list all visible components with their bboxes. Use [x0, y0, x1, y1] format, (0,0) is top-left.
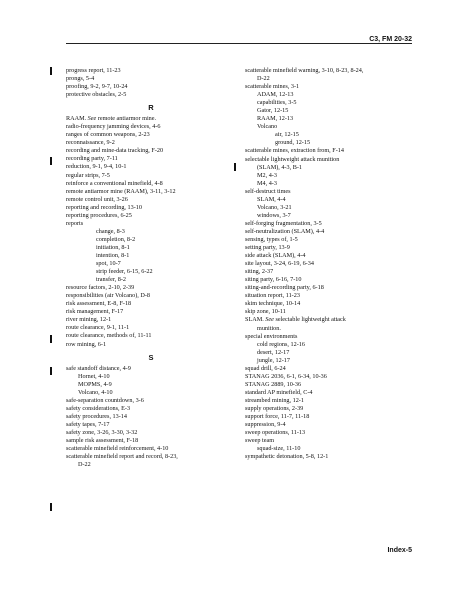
- index-entry: sweep operations, 11-13: [245, 429, 306, 437]
- index-entry: reconnaissance, 9-2: [66, 139, 115, 147]
- index-entry: safety considerations, E-3: [66, 404, 131, 412]
- index-entry: prongs, 5-4: [66, 75, 95, 83]
- change-bar: [234, 163, 236, 171]
- index-entry: change, 8-3: [96, 227, 125, 235]
- index-entry: radio-frequency jamming devices, 4-6: [66, 123, 161, 131]
- index-entry: remote control unit, 3-26: [66, 195, 128, 203]
- index-entry: supply operations, 2-39: [245, 404, 304, 412]
- index-entry: regular strips, 7-5: [66, 171, 110, 179]
- index-entry: jungle, 12-17: [257, 356, 290, 364]
- index-entry: skip zone, 10-11: [245, 308, 286, 316]
- index-entry: initiation, 8-1: [96, 243, 130, 251]
- index-entry: completion, 8-2: [96, 235, 136, 243]
- index-entry: row mining, 6-1: [66, 340, 107, 348]
- index-entry: STANAG 2036, 6-1, 6-34, 10-36: [245, 372, 327, 380]
- index-entry: sensing, types of, 1-5: [245, 235, 298, 243]
- index-entry: standard AP minefield, C-4: [245, 388, 313, 396]
- index-entry: D-22: [78, 461, 91, 469]
- index-entry: selectable lightweight attack munition: [245, 155, 340, 163]
- index-entry: STANAG 2889, 10-36: [245, 380, 302, 388]
- index-entry: responsibilities (air Volcano), D-8: [66, 292, 150, 300]
- index-entry: scatterable minefield reinforcement, 4-10: [66, 445, 169, 453]
- index-entry: siting, 2-37: [245, 268, 274, 276]
- index-entry: Gator, 12-15: [257, 107, 289, 115]
- index-entry: scatterable mines, 3-1: [245, 83, 300, 91]
- index-entry: recording party, 7-11: [66, 155, 118, 163]
- index-entry: safe standoff distance, 4-9: [66, 364, 131, 372]
- index-entry: sympathetic detonation, 5-8, 12-1: [245, 453, 329, 461]
- index-entry: risk assessment, E-8, F-18: [66, 300, 132, 308]
- index-entry: scatterable minefield warning, 3-10, 8-23, 8-24,: [245, 67, 364, 74]
- index-entry: self-forging fragmentation, 3-5: [245, 219, 322, 227]
- see-reference: See: [265, 316, 274, 324]
- index-entry: Volcano, 4-10: [78, 388, 113, 396]
- section-letter: R: [148, 103, 154, 113]
- index-entry: suppression, 9-4: [245, 421, 286, 429]
- index-entry: windows, 3-7: [257, 211, 291, 219]
- index-entry: RAAM, 12-13: [257, 115, 294, 123]
- index-entry: Volcano, 3-21: [257, 203, 292, 211]
- page-header: C3, FM 20-32: [369, 36, 412, 43]
- index-entry: resource factors, 2-10, 2-39: [66, 284, 135, 292]
- index-entry: siting party, 6-16, 7-10: [245, 276, 302, 284]
- index-entry: reports: [66, 219, 84, 227]
- index-entry: reinforce a conventional minefield, 4-8: [66, 179, 163, 187]
- section-letter: S: [148, 352, 154, 362]
- index-entry: situation report, 11-23: [245, 292, 300, 300]
- index-entry: squad-size, 11-10: [257, 445, 301, 453]
- change-bar: [50, 503, 52, 511]
- index-entry: ADAM, 12-13: [257, 91, 294, 99]
- index-entry: sample risk assessment, F-18: [66, 436, 139, 444]
- index-entry: D-22: [257, 75, 270, 83]
- index-entry: safety procedures, 13-14: [66, 412, 127, 420]
- index-entry: river mining, 12-1: [66, 316, 112, 324]
- index-entry: setting party, 13-9: [245, 244, 290, 252]
- index-entry: route clearance, 9-1, 11-1: [66, 324, 130, 332]
- index-entry: ground, 12-15: [275, 139, 311, 147]
- index-column-left: [66, 67, 236, 469]
- index-entry: Hornet, 4-10: [78, 372, 110, 380]
- index-entry: safety zone, 3-26, 3-30, 3-32: [66, 428, 138, 436]
- change-bar: [50, 367, 52, 375]
- index-entry: (SLAM), 4-3, B-1: [257, 163, 303, 171]
- index-entry: support force, 11-7, 11-18: [245, 413, 310, 421]
- index-entry: M4, 4-3: [257, 179, 277, 187]
- index-entry: sweep team: [245, 437, 275, 445]
- index-entry: RAAM. See remote antiarmor mine.: [66, 115, 157, 123]
- index-entry: capabilities, 3-5: [257, 99, 297, 107]
- change-bar: [50, 157, 52, 165]
- index-entry: spot, 10-7: [96, 260, 121, 268]
- index-entry: side attack (SLAM), 4-4: [245, 252, 306, 260]
- change-bar: [50, 67, 52, 75]
- index-entry: SLAM, 4-4: [257, 195, 286, 203]
- index-entry: air, 12-15: [275, 131, 299, 139]
- index-entry: MOPMS, 4-9: [78, 380, 112, 388]
- index-entry: scatterable mines, extraction from, F-14: [245, 147, 344, 155]
- index-entry: munition.: [257, 324, 281, 332]
- index-entry: M2, 4-3: [257, 171, 277, 179]
- index-entry: reporting and recording, 13-10: [66, 203, 142, 211]
- index-entry: strip feeder, 6-15, 6-22: [96, 268, 153, 276]
- index-entry: protective obstacles, 2-5: [66, 91, 127, 99]
- page-number: Index-5: [387, 547, 412, 554]
- index-entry: desert, 12-17: [257, 348, 290, 356]
- index-entry: SLAM. See selectable lightweight attack: [245, 316, 346, 324]
- index-column-right: [245, 67, 425, 461]
- index-entry: self-destruct times: [245, 187, 291, 195]
- see-reference: See: [87, 115, 97, 123]
- index-entry: route clearance, methods of, 11-11: [66, 332, 152, 340]
- index-entry: skim technique, 10-14: [245, 300, 301, 308]
- index-entry: progress report, 11-23: [66, 67, 121, 74]
- index-entry: scatterable minefield report and record, 8-23,: [66, 453, 178, 461]
- index-entry: transfer, 8-2: [96, 276, 126, 284]
- index-entry: self-neutralization (SLAM), 4-4: [245, 227, 325, 235]
- index-entry: proofing, 9-2, 9-7, 10-24: [66, 83, 128, 91]
- index-entry: safe-separation countdown, 3-6: [66, 396, 144, 404]
- index-entry: ranges of common weapons, 2-23: [66, 131, 150, 139]
- index-entry: site layout, 3-24, 6-19, 6-34: [245, 260, 314, 268]
- index-entry: remote antiarmor mine (RAAM), 3-11, 3-12: [66, 187, 176, 195]
- index-entry: reporting procedures, 6-25: [66, 211, 132, 219]
- index-entry: recording and mine-data tracking, F-20: [66, 147, 164, 155]
- index-entry: safety tapes, 7-17: [66, 420, 110, 428]
- index-entry: siting-and-recording party, 6-18: [245, 284, 324, 292]
- header-rule: [66, 43, 412, 44]
- change-bar: [50, 335, 52, 343]
- index-entry: streambed mining, 12-1: [245, 396, 304, 404]
- index-entry: reduction, 9-1, 9-4, 10-1: [66, 163, 127, 171]
- index-entry: intention, 8-1: [96, 251, 130, 259]
- index-entry: squad drill, 6-24: [245, 364, 286, 372]
- index-entry: risk management, F-17: [66, 308, 124, 316]
- index-entry: special environments: [245, 332, 298, 340]
- index-entry: Volcano: [257, 123, 278, 131]
- index-entry: cold regions, 12-16: [257, 340, 305, 348]
